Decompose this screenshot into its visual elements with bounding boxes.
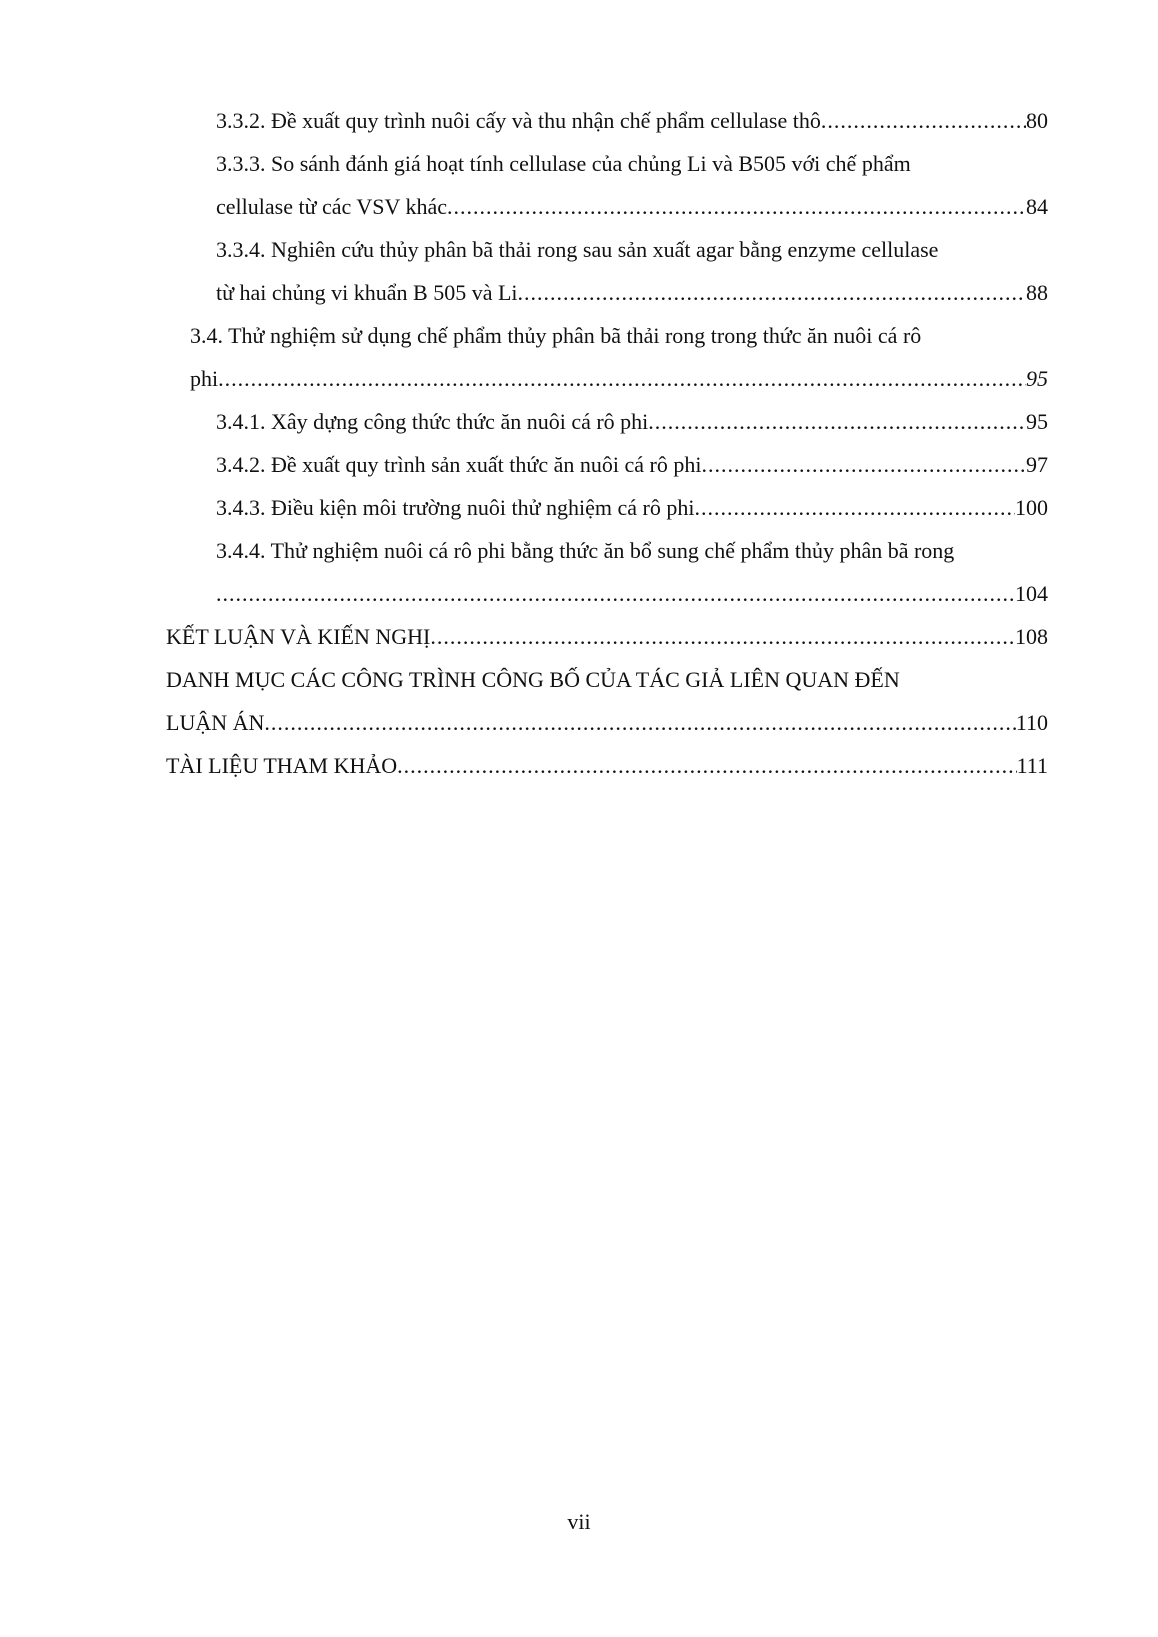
toc-page-number: 111 — [1016, 753, 1048, 778]
toc-leader-dots — [447, 192, 1026, 222]
toc-leader-dots — [218, 364, 1026, 394]
toc-entry-3-3-3-line1[interactable] — [216, 149, 1048, 179]
toc-entry-3-4-4-line1[interactable] — [216, 536, 1048, 566]
toc-entry-title: 3.3.4. Nghiên cứu thủy phân bã thải rong sau sản xuất agar bằng enzyme cellulase — [216, 237, 939, 262]
toc-entry-danh-muc-line1[interactable] — [166, 665, 1048, 695]
toc-page-number: 84 — [1026, 194, 1048, 219]
toc-entry-3-4-4-line2[interactable] — [216, 579, 1048, 609]
toc-entry-title: DANH MỤC CÁC CÔNG TRÌNH CÔNG BỐ CỦA TÁC GIẢ LIÊN QUAN ĐẾN — [166, 667, 900, 692]
toc-page-number: 97 — [1026, 452, 1048, 477]
toc-entry-3-4-1[interactable] — [216, 407, 1048, 437]
page-number: vii — [567, 1509, 591, 1534]
toc-entry-title: KẾT LUẬN VÀ KIẾN NGHỊ — [166, 624, 431, 649]
toc-entry-title-cont: LUẬN ÁN — [166, 710, 265, 735]
toc-entry-3-3-4-line2[interactable] — [216, 278, 1048, 308]
toc-page-number: 88 — [1026, 280, 1048, 305]
toc-page-number: 104 — [1015, 581, 1048, 606]
toc-leader-dots — [264, 708, 1015, 738]
toc-leader-dots — [821, 106, 1026, 136]
toc-leader-dots — [518, 278, 1026, 308]
toc-page-number: 80 — [1026, 108, 1048, 133]
toc-page-number: 95 — [1026, 409, 1048, 434]
toc-entry-title-cont: cellulase từ các VSV khác — [216, 194, 448, 219]
toc-leader-dots — [648, 407, 1026, 437]
toc-entry-title: 3.3.2. Đề xuất quy trình nuôi cấy và thu nhận chế phẩm cellulase thô — [216, 108, 821, 133]
toc-entry-title-cont: từ hai chủng vi khuẩn B 505 và Li — [216, 280, 518, 305]
toc-leader-dots — [701, 450, 1026, 480]
toc-entry-3-3-3-line2[interactable] — [216, 192, 1048, 222]
toc-entry-title-cont: phi — [190, 366, 219, 391]
toc-entry-title: 3.3.3. So sánh đánh giá hoạt tính cellulase của chủng Li và B505 với chế phẩm — [216, 151, 911, 176]
toc-leader-dots — [397, 751, 1016, 781]
toc-entry-title: 3.4.2. Đề xuất quy trình sản xuất thức ăn nuôi cá rô phi — [216, 452, 702, 477]
toc-entry-title: 3.4.3. Điều kiện môi trường nuôi thử nghiệm cá rô phi — [216, 495, 695, 520]
toc-leader-dots — [430, 622, 1015, 652]
toc-entry-3-3-4-line1[interactable] — [216, 235, 1048, 265]
toc-entry-3-4-line1[interactable] — [190, 321, 1048, 351]
toc-page-number: 100 — [1015, 495, 1048, 520]
toc-page-number: 95 — [1026, 366, 1048, 391]
toc-entry-danh-muc-line2[interactable] — [166, 708, 1048, 738]
toc-entry-3-4-3[interactable] — [216, 493, 1048, 523]
toc-page-number: 110 — [1015, 710, 1048, 735]
toc-entry-3-4-line2[interactable] — [190, 364, 1048, 394]
toc-entry-ket-luan[interactable] — [166, 622, 1048, 652]
toc-entry-title: 3.4.4. Thử nghiệm nuôi cá rô phi bằng thức ăn bổ sung chế phẩm thủy phân bã rong — [216, 538, 955, 563]
toc-page-number: 108 — [1015, 624, 1048, 649]
toc-entry-3-4-2[interactable] — [216, 450, 1048, 480]
toc-entry-tai-lieu[interactable] — [166, 751, 1048, 781]
toc-entry-title: TÀI LIỆU THAM KHẢO — [166, 753, 398, 778]
toc-entry-3-3-2[interactable] — [216, 106, 1048, 136]
toc-leader-dots — [216, 579, 1015, 609]
toc-entry-title: 3.4. Thử nghiệm sử dụng chế phẩm thủy phân bã thải rong trong thức ăn nuôi cá rô — [190, 323, 922, 348]
toc-entry-title: 3.4.1. Xây dựng công thức thức ăn nuôi cá rô phi — [216, 409, 649, 434]
toc-leader-dots — [694, 493, 1015, 523]
